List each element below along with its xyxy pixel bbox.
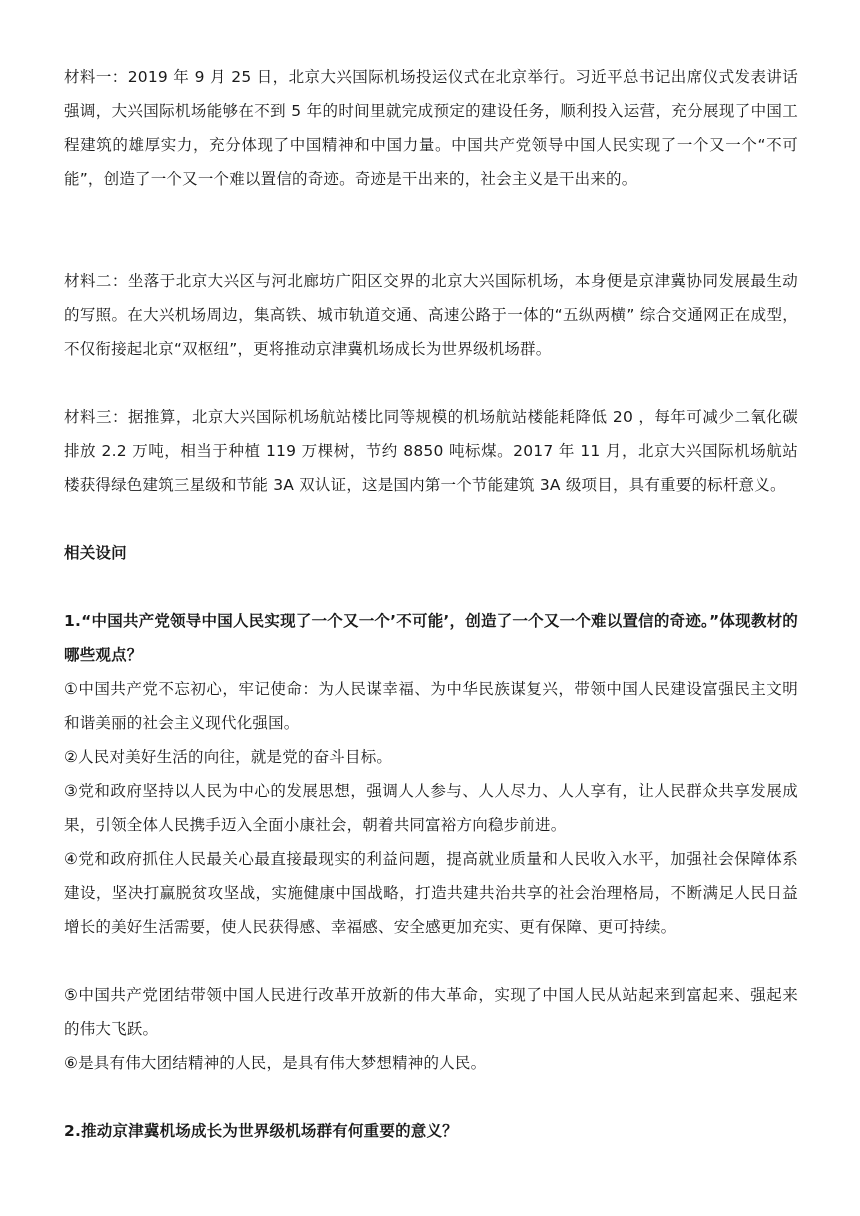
answer-item-1: ①中国共产党不忘初心，牢记使命：为人民谋幸福、为中华民族谋复兴，带领中国人民建设富强民主文明和谐美丽的社会主义现代化强国。 xyxy=(64,680,798,732)
answer-item-2: ②人民对美好生活的向往，就是党的奋斗目标。 xyxy=(64,748,393,766)
material-three-paragraph: 材料三：据推算，北京大兴国际机场航站楼比同等规模的机场航站楼能耗降低 20 ，每年可减少二氧化碳排放 2.2 万吨，相当于种植 119 万棵树，节约 8850 吨标煤。2017 年 11 月，北京大兴国际机场航站楼获得绿色建筑三星级和节能 3A 双认证，这是国内第一个节能建筑 3A 级项目，具有重要的标杆意义。 xyxy=(64,408,798,494)
answer-item-3: ③党和政府坚持以人民为中心的发展思想，强调人人参与、人人尽力、人人享有，让人民群众共享发展成果，引领全体人民携手迈入全面小康社会，朝着共同富裕方向稳步前进。 xyxy=(64,782,798,834)
question-one-title: 1.“中国共产党领导中国人民实现了一个又一个’不可能’，创造了一个又一个难以置信的奇迹。”体现教材的哪些观点？ xyxy=(64,612,798,664)
question-two-title: 2.推动京津冀机场成长为世界级机场群有何重要的意义？ xyxy=(64,1122,458,1140)
material-two-paragraph: 材料二：坐落于北京大兴区与河北廊坊广阳区交界的北京大兴国际机场，本身便是京津冀协同发展最生动的写照。在大兴机场周边，集高铁、城市轨道交通、高速公路于一体的“五纵两横” 综合交通网正在成型，不仅衔接起北京“双枢纽”，更将推动京津冀机场成长为世界级机场群。 xyxy=(64,272,798,358)
answer-item-4: ④党和政府抓住人民最关心最直接最现实的利益问题，提高就业质量和人民收入水平，加强社会保障体系建设，坚决打赢脱贫攻坚战，实施健康中国战略，打造共建共治共享的社会治理格局，不断满足人民日益增长的美好生活需要，使人民获得感、幸福感、安全感更加充实、更有保障、更可持续。 xyxy=(64,850,798,936)
material-one-paragraph: 材料一：2019 年 9 月 25 日，北京大兴国际机场投运仪式在北京举行。习近平总书记出席仪式发表讲话强调，大兴国际机场能够在不到 5 年的时间里就完成预定的建设任务，顺利投入运营，充分展现了中国工程建筑的雄厚实力，充分体现了中国精神和中国力量。中国共产党领导中国人民实现了一个又一个“不可能”，创造了一个又一个难以置信的奇迹。奇迹是干出来的，社会主义是干出来的。 xyxy=(64,68,798,188)
section-heading: 相关设问 xyxy=(64,544,127,562)
answer-item-5: ⑤中国共产党团结带领中国人民进行改革开放新的伟大革命，实现了中国人民从站起来到富起来、强起来的伟大飞跃。 xyxy=(64,986,798,1038)
answer-item-6: ⑥是具有伟大团结精神的人民，是具有伟大梦想精神的人民。 xyxy=(64,1054,487,1072)
